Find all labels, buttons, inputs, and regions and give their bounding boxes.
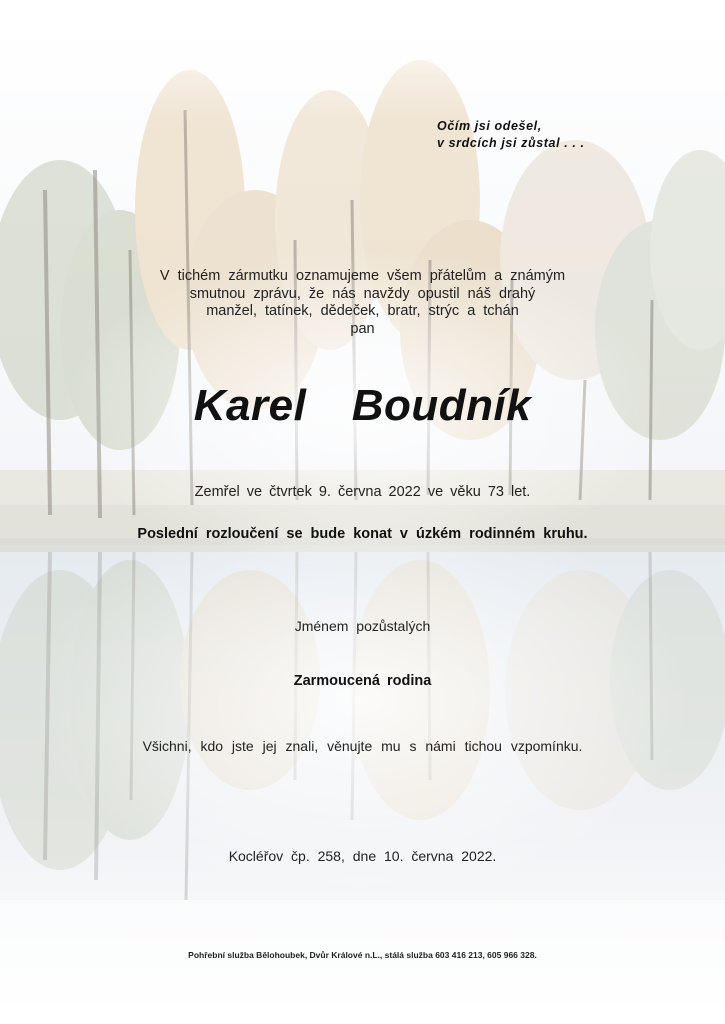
motto-line-1: Očím jsi odešel, (437, 119, 542, 133)
motto (437, 118, 585, 152)
family-signature: Zarmoucená rodina (293, 673, 432, 689)
funeral-service-footer: Pohřební služba Bělohoubek, Dvůr Králové n.L., stálá služba 603 416 213, 605 966 328. (188, 950, 537, 960)
farewell-notice: Poslední rozloučení se bude konat v úzkém rodinném kruhu. (137, 526, 588, 542)
on-behalf-label: Jménem pozůstalých (294, 618, 431, 634)
remembrance-text: Všichni, kdo jste jej znali, věnujte mu s námi tichou vzpomínku. (142, 738, 583, 754)
place-and-date: Kocléřov čp. 258, dne 10. června 2022. (228, 848, 497, 864)
death-notice: Zemřel ve čtvrtek 9. června 2022 ve věku 73 let. (194, 484, 531, 500)
intro-line-3: manžel, tatínek, dědeček, bratr, strýc a tchán (206, 303, 519, 319)
motto-line-2: v srdcích jsi zůstal . . . (437, 136, 585, 150)
intro-line-1: V tichém zármutku oznamujeme všem přátelům a známým (159, 268, 566, 284)
announcement-intro (0, 268, 725, 338)
deceased-name: Karel Boudník (193, 381, 532, 430)
intro-line-4: pan (350, 320, 375, 337)
intro-line-2: smutnou zprávu, že nás navždy opustil náš drahý (189, 285, 536, 302)
